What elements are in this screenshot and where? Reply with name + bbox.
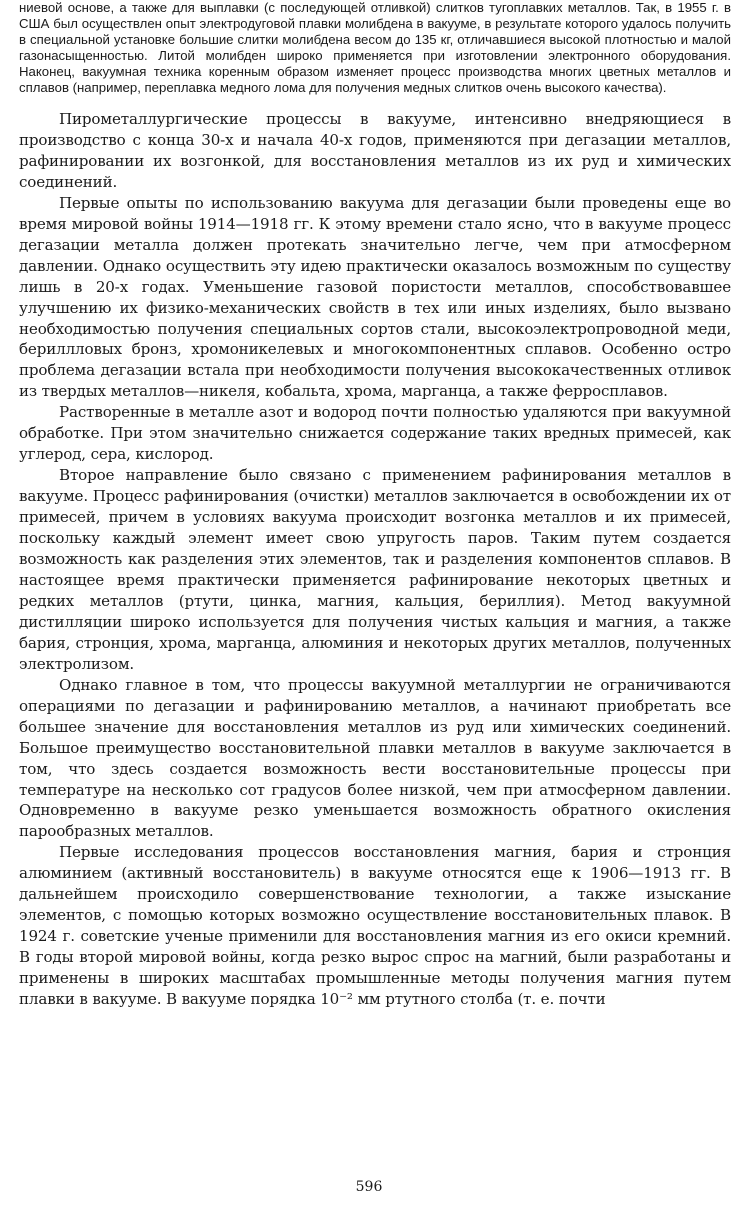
document-page <box>19 0 731 1010</box>
intro-paragraph: ниевой основе, а также для выплавки (с последующей отливкой) слитков тугоплавких металлов. Так, в 1955 г. в США был осуществлен опыт электродуговой плавки молибдена в вакууме, в результате которого удалось получить в специальной установке большие слитки молибдена весом до 135 кг, отличавшиеся высокой плотностью и малой газонасыщенностью. Литой молибден широко применяется при изготовлении электронного оборудования. Наконец, вакуумная техника коренным образом изменяет процесс производства многих цветных металлов и сплавов (например, переплавка медного лома для получения медных слитков очень высокого качества). <box>19 0 731 95</box>
paragraph-2: Первые опыты по использованию вакуума для дегазации были проведены еще во время мировой войны 1914—1918 гг. К этому времени стало ясно, что в вакууме процесс дегазации металла должен протекать значительно легче, чем при атмосферном давлении. Однако осуществить эту идею практически оказалось возможным по существу лишь в 20-х годах. Уменьшение газовой пористости металлов, способствовавшее улучшению их физико-механических свойств в тех или иных изделиях, было вызвано необходимостью получения специальных сортов стали, высокоэлектропроводной меди, бериллловых бронз, хромоникелевых и многокомпонентных сплавов. Особенно остро проблема дегазации встала при необходимости получения высококачественных отливок из твердых металлов—никеля, кобальта, хрома, марганца, а также ферросплавов. <box>19 193 731 401</box>
intro-block <box>19 0 731 96</box>
paragraph-5: Однако главное в том, что процессы вакуумной металлургии не ограничиваются операциями по дегазации и рафинированию металлов, а начинают приобретать все большее значение для восстановления металлов из руд или химических соединений. Большое преимущество восстановительной плавки металлов в вакууме заключается в том, что здесь создается возможность вести восстановительные процессы при температуре на несколько сот градусов более низкой, чем при атмосферном давлении. Одновременно в вакууме резко уменьшается возможность обратного окисления парообразных металлов. <box>19 675 731 841</box>
paragraph-1: Пирометаллургические процессы в вакууме, интенсивно внедряющиеся в производство с конца 30-х и начала 40-х годов, применяются при дегазации металлов, рафинировании их возгонкой, для восстановления металлов из их руд и химических соединений. <box>19 110 731 191</box>
paragraph-3: Растворенные в металле азот и водород почти полностью удаляются при вакуумной обработке. При этом значительно снижается содержание таких вредных примесей, как углерод, сера, кислород. <box>19 403 731 464</box>
paragraph-4: Второе направление было связано с применением рафинирования металлов в вакууме. Процесс рафинирования (очистки) металлов заключается в освобождении их от примесей, причем в условиях вакуума происходит возгонка металлов и их примесей, поскольку каждый элемент имеет свою упругость паров. Таким путем создается возможность как разделения этих элементов, так и разделения компонентов сплавов. В настоящее время практически применяется рафинирование некоторых цветных и редких металлов (ртути, цинка, магния, кальция, бериллия). Метод вакуумной дистилляции широко используется для получения чистых кальция и магния, а также бария, стронция, хрома, марганца, алюминия и некоторых других металлов, полученных электролизом. <box>19 466 731 673</box>
main-text-block <box>19 109 731 1010</box>
page-number: 596 <box>355 1179 383 1195</box>
paragraph-6: Первые исследования процессов восстановления магния, бария и стронция алюминием (активный восстановитель) в вакууме относятся еще к 1906—1913 гг. В дальнейшем происходило совершенствование технологии, а также изыскание элементов, с помощью которых возможно осуществление восстановительных плавок. В 1924 г. советские ученые применили для восстановления магния из его окиси кремний. В годы второй мировой войны, когда резко вырос спрос на магний, были разработаны и применены в широких масштабах промышленные методы получения магния путем плавки в вакууме. В вакууме порядка 10⁻² мм ртутного столба (т. е. почти <box>19 843 731 1009</box>
